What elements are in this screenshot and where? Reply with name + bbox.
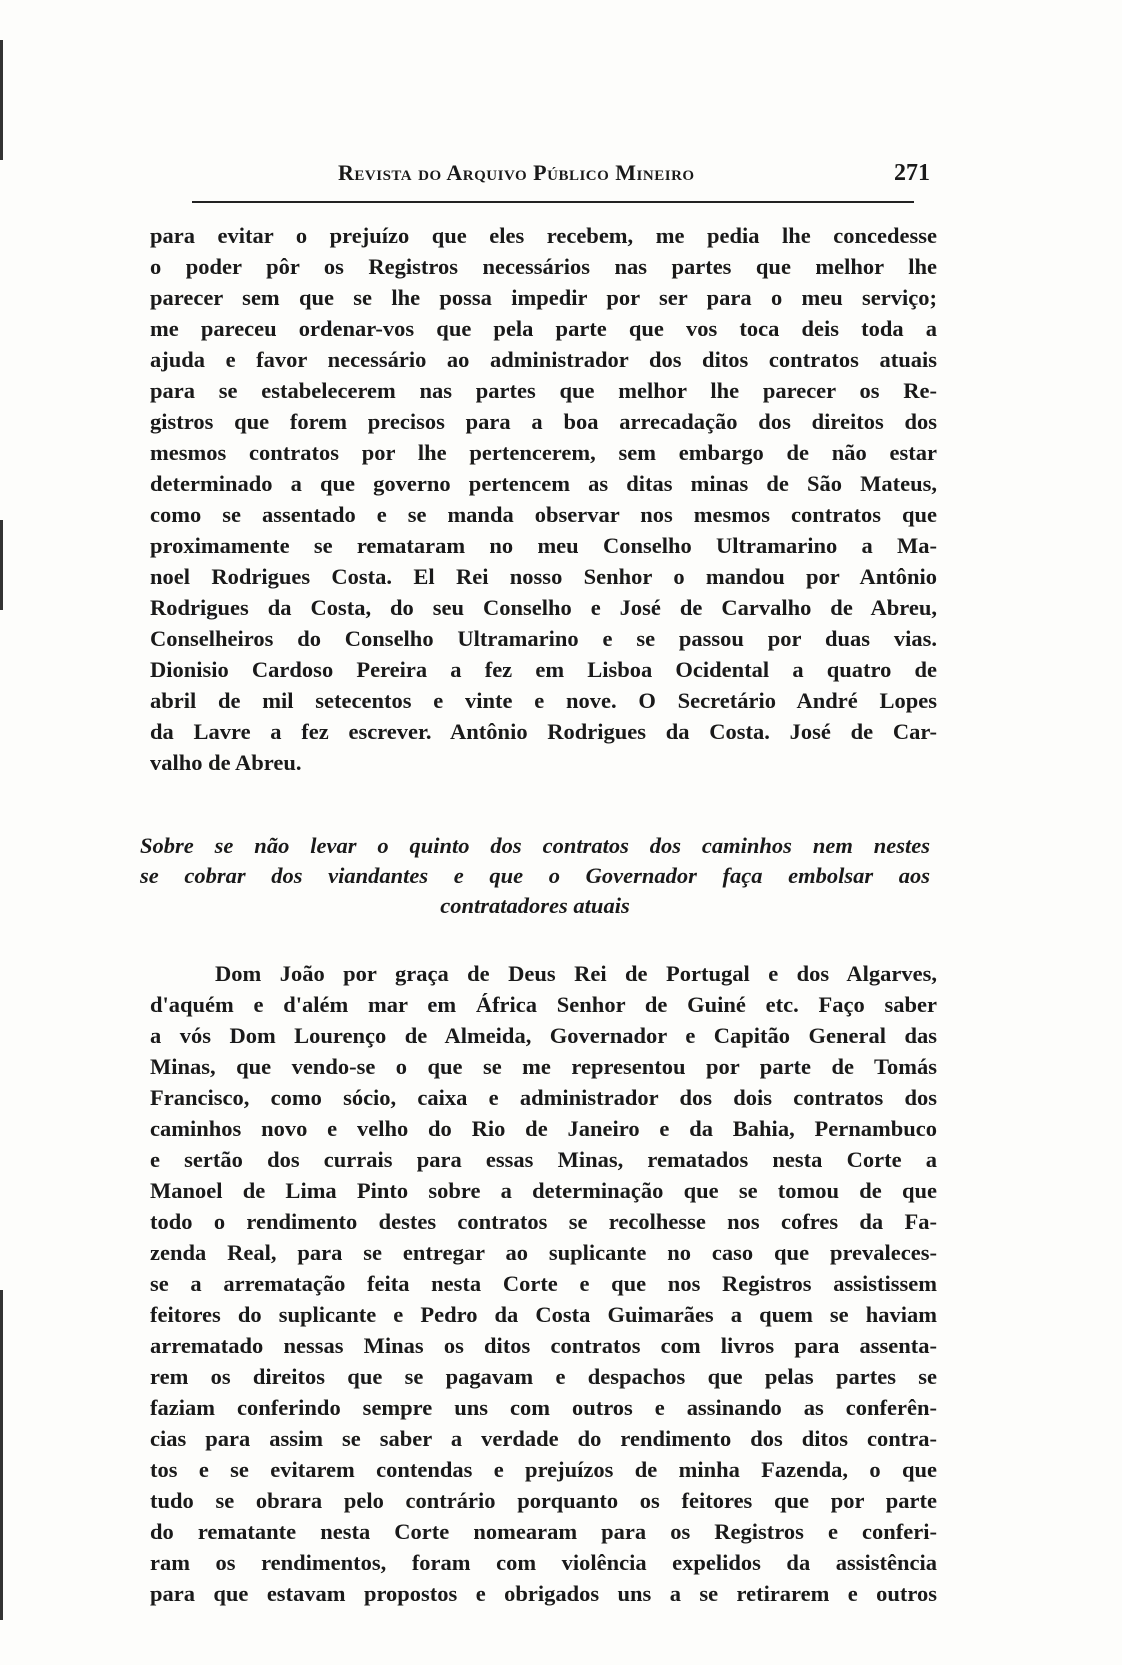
text-line: Conselheiros do Conselho Ultramarino e se passou por duas vias.	[150, 626, 937, 651]
page-number: 271	[894, 160, 930, 186]
text-line: feitores do suplicante e Pedro da Costa Guimarães a quem se haviam	[150, 1302, 937, 1327]
journal-title: Revista do Arquivo Público Mineiro	[338, 160, 695, 185]
text-line: valho de Abreu.	[150, 750, 302, 775]
text-line: Minas, que vendo-se o que se me representou por parte de Tomás	[150, 1054, 937, 1079]
text-line: todo o rendimento destes contratos se recolhesse nos cofres da Fa-	[150, 1209, 937, 1234]
text-line: a vós Dom Lourenço de Almeida, Governador e Capitão General das	[150, 1023, 937, 1048]
scan-edge-mark	[0, 1290, 3, 1620]
scan-edge-mark	[0, 40, 3, 160]
text-line: cias para assim se saber a verdade do rendimento dos ditos contra-	[150, 1426, 937, 1451]
text-line: ajuda e favor necessário ao administrador dos ditos contratos atuais	[150, 347, 937, 372]
section-title-line: se cobrar dos viandantes e que o Governador faça embolsar aos	[140, 863, 930, 888]
text-line: da Lavre a fez escrever. Antônio Rodrigues da Costa. José de Car-	[150, 719, 937, 744]
text-line: para se estabelecerem nas partes que melhor lhe parecer os Re-	[150, 378, 937, 403]
text-line: para evitar o prejuízo que eles recebem, me pedia lhe concedesse	[150, 223, 937, 248]
scan-edge-mark	[0, 520, 3, 610]
text-line: me pareceu ordenar-vos que pela parte que vos toca deis toda a	[150, 316, 937, 341]
text-line: Manoel de Lima Pinto sobre a determinação que se tomou de que	[150, 1178, 937, 1203]
text-line: proximamente se remataram no meu Conselho Ultramarino a Ma-	[150, 533, 937, 558]
text-line: mesmos contratos por lhe pertencerem, sem embargo de não estar	[150, 440, 937, 465]
text-line: determinado a que governo pertencem as ditas minas de São Mateus,	[150, 471, 937, 496]
text-line: como se assentado e se manda observar nos mesmos contratos que	[150, 502, 937, 527]
running-header	[192, 160, 930, 200]
header-rule	[192, 201, 914, 203]
text-line: Rodrigues da Costa, do seu Conselho e José de Carvalho de Abreu,	[150, 595, 937, 620]
text-line: e sertão dos currais para essas Minas, rematados nesta Corte a	[150, 1147, 937, 1172]
section-title-line: contratadores atuais	[440, 893, 630, 918]
text-line: parecer sem que se lhe possa impedir por ser para o meu serviço;	[150, 285, 937, 310]
text-line: Dionisio Cardoso Pereira a fez em Lisboa Ocidental a quatro de	[150, 657, 937, 682]
text-line: o poder pôr os Registros necessários nas partes que melhor lhe	[150, 254, 937, 279]
text-line: zenda Real, para se entregar ao suplicante no caso que prevaleces-	[150, 1240, 937, 1265]
text-line: tos e se evitarem contendas e prejuízos de minha Fazenda, o que	[150, 1457, 937, 1482]
text-line: faziam conferindo sempre uns com outros e assinando as conferên-	[150, 1395, 937, 1420]
text-line: para que estavam propostos e obrigados uns a se retirarem e outros	[150, 1581, 937, 1606]
text-line: noel Rodrigues Costa. El Rei nosso Senhor o mandou por Antônio	[150, 564, 937, 589]
text-line: Francisco, como sócio, caixa e administrador dos dois contratos dos	[150, 1085, 937, 1110]
text-line: rem os direitos que se pagavam e despachos que pelas partes se	[150, 1364, 937, 1389]
text-line: Dom João por graça de Deus Rei de Portugal e dos Algarves,	[215, 961, 937, 986]
text-line: caminhos novo e velho do Rio de Janeiro e da Bahia, Pernambuco	[150, 1116, 937, 1141]
text-line: se a arrematação feita nesta Corte e que nos Registros assistissem	[150, 1271, 937, 1296]
text-line: do rematante nesta Corte nomearam para os Registros e conferi-	[150, 1519, 937, 1544]
text-line: gistros que forem precisos para a boa arrecadação dos direitos dos	[150, 409, 937, 434]
text-line: arrematado nessas Minas os ditos contratos com livros para assenta-	[150, 1333, 937, 1358]
text-line: tudo se obrara pelo contrário porquanto os feitores que por parte	[150, 1488, 937, 1513]
text-line: ram os rendimentos, foram com violência expelidos da assistência	[150, 1550, 937, 1575]
section-title-line: Sobre se não levar o quinto dos contratos dos caminhos nem nestes	[140, 833, 930, 858]
text-line: abril de mil setecentos e vinte e nove. O Secretário André Lopes	[150, 688, 937, 713]
text-line: d'aquém e d'além mar em África Senhor de Guiné etc. Faço saber	[150, 992, 937, 1017]
